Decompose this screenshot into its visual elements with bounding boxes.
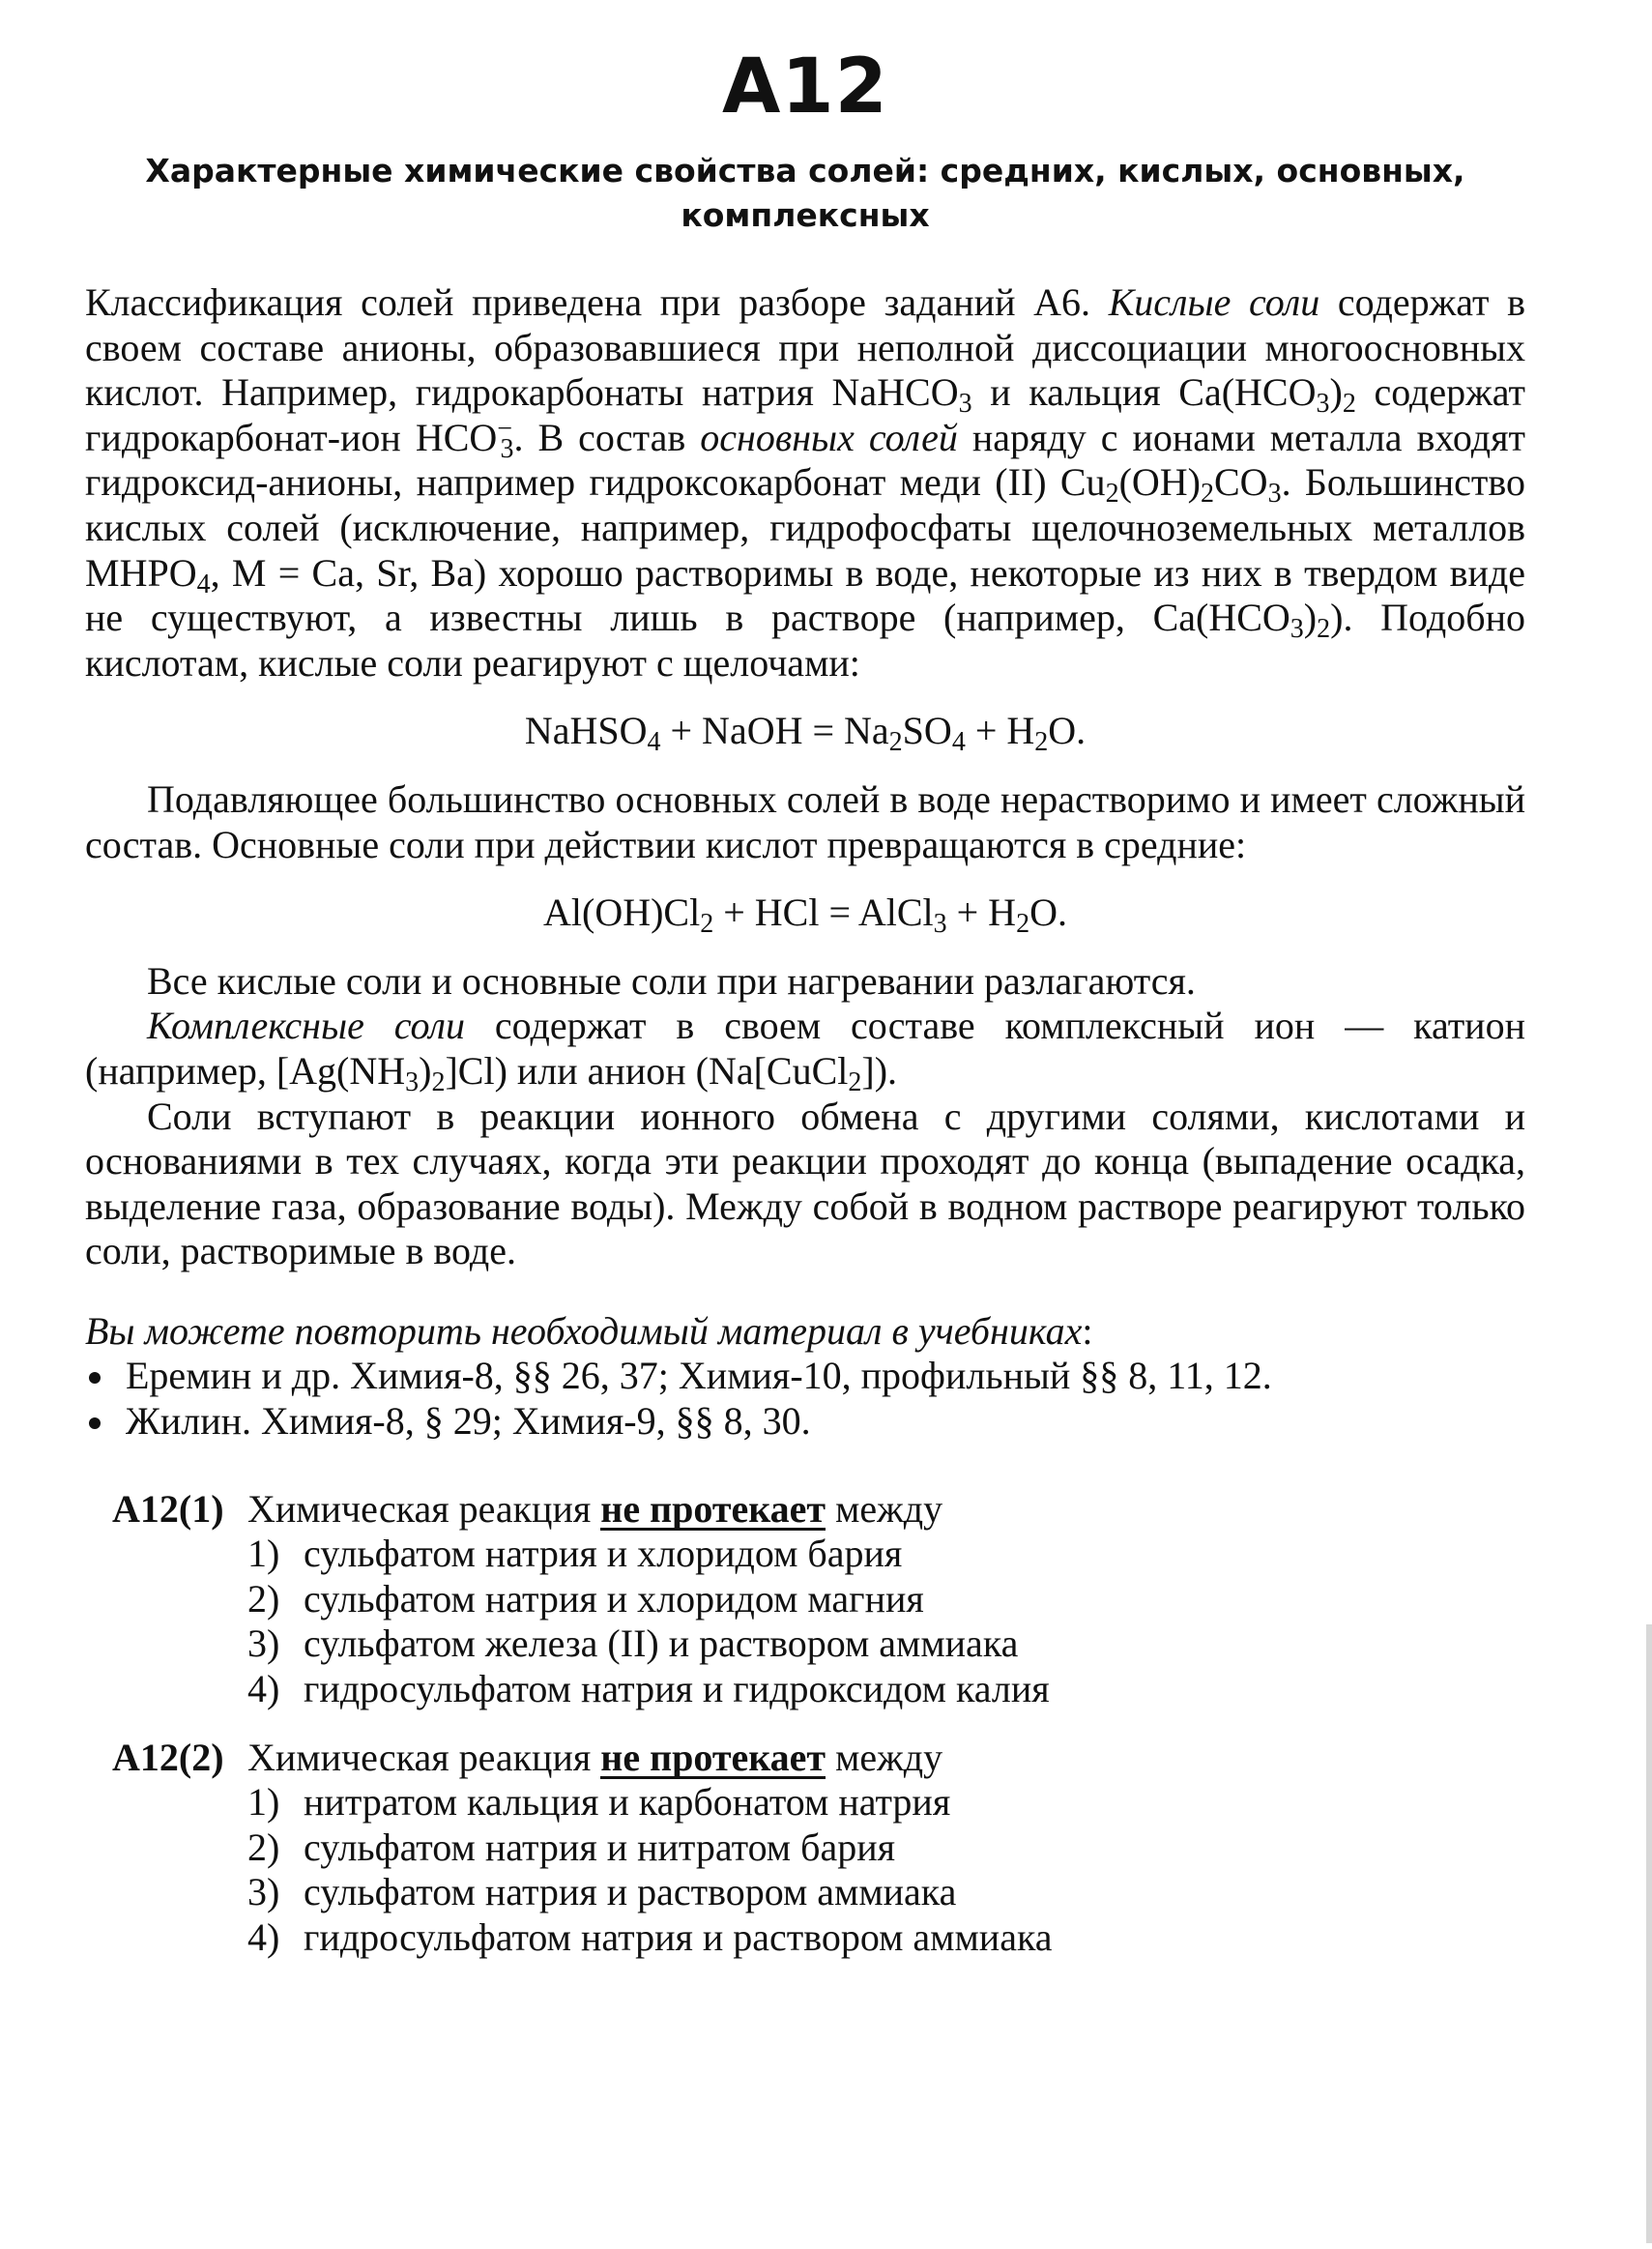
answer-option: 2) сульфатом натрия и хлоридом магния	[247, 1576, 924, 1621]
emphasis-not-occurs: не протекает	[600, 1486, 826, 1531]
emphasis-not-occurs: не протекает	[600, 1735, 826, 1779]
formula-basic-salt-reaction: $Al(OH)Cl_2$ + HCl = AlCl$_3$ + $H_2O$.	[543, 891, 1067, 940]
textbook-intro: Вы можете повторить необходимый материал в учебниках:	[85, 1308, 1093, 1353]
task-id: A12(1)	[112, 1486, 224, 1531]
answer-option: 1) сульфатом натрия и хлоридом бария	[247, 1532, 903, 1576]
answer-option: 2) сульфатом натрия и нитратом бария	[247, 1825, 896, 1869]
answer-option: 3) сульфатом железа (II) и раствором аммиака	[247, 1621, 1019, 1666]
scan-margin-shadow	[1646, 1624, 1652, 2243]
paragraph-salts-classification: Классификация солей приведена при разборе заданий A6. Кислые соли содержат в своем составе анионы, образовавшиеся при неполной диссоциации многоосновных кислот. Например, гидрокарбонаты натрия NaHCO$_3$ и кальция $Ca(HCO_3)_2$ содержат гидрокарбонат-ион $HCO^-_3$. В состав основных солей наряду с ионами металла входят гидроксид-анионы, например гидроксокарбонат меди (II) $Cu_2(OH)_2CO_3$. Большинство кислых солей (исключение, например, гидрофосфаты щелочноземельных металлов $MHPO_4$, M = Ca, Sr, Ba) хорошо растворимы в воде, некоторые из них в твердом виде не существуют, а известны лишь в растворе (например, $Ca(HCO_3)_2$). Подобно кислотам, кислые соли реагируют с щелочами:	[85, 280, 1526, 685]
formula-acid-salt-reaction: NaHSO$_4$ + NaOH = $Na_2SO_4 + H_2O$.	[524, 709, 1087, 758]
term-basic-salts: основных солей	[700, 415, 958, 459]
paragraph-decomposition: Все кислые соли и основные соли при нагревании разлагаются.	[147, 958, 1196, 1003]
document-page	[85, 39, 1525, 1961]
section-code: A12	[722, 44, 888, 131]
subtitle-line-2: комплексных	[681, 196, 930, 234]
theory-text	[85, 280, 1525, 1274]
task-question: Химическая реакция не протекает между	[247, 1486, 943, 1531]
paragraph-ion-exchange: Соли вступают в реакции ионного обмена с другими солями, кислотами и основаниями в тех случаях, когда эти реакции проходят до конца (выпадение осадка, выделение газа, образование воды). Между собой в водном растворе реагируют только соли, растворимые в воде.	[85, 1094, 1525, 1273]
textbook-references	[85, 1309, 1525, 1445]
section-subtitle	[85, 149, 1525, 238]
answer-option: 1) нитратом кальция и карбонатом натрия	[247, 1780, 951, 1825]
paragraph-complex-salts: Комплексные соли содержат в своем составе комплексный ион — катион (например, $[Ag(NH_3)_2]Cl$) или анион (Na[CuCl$_2$]).	[85, 1004, 1525, 1097]
term-complex-salts: Комплексные соли	[147, 1004, 465, 1048]
answer-option: 3) сульфатом натрия и раствором аммиака	[247, 1870, 957, 1914]
task-question: Химическая реакция не протекает между	[247, 1735, 943, 1779]
task-id: A12(2)	[112, 1735, 224, 1779]
answer-option: 4) гидросульфатом натрия и раствором аммиака	[247, 1915, 1053, 1959]
answer-option: 4) гидросульфатом натрия и гидроксидом калия	[247, 1667, 1050, 1711]
task-a12-1	[85, 1487, 1525, 1712]
paragraph-basic-salts: Подавляющее большинство основных солей в воде нерастворимо и имеет сложный состав. Основные соли при действии кислот превращаются в средние:	[85, 776, 1525, 866]
subtitle-line-1: Характерные химические свойства солей: средних, кислых, основных,	[145, 152, 1465, 190]
textbook-item: Жилин. Химия-8, § 29; Химия-9, §§ 8, 30.	[85, 1399, 1525, 1445]
ion-index: −$_3$	[497, 413, 514, 464]
task-a12-2	[85, 1736, 1525, 1961]
term-acid-salts: Кислые соли	[1108, 280, 1320, 324]
textbook-item: Еремин и др. Химия-8, §§ 26, 37; Химия-10, профильный §§ 8, 11, 12.	[85, 1354, 1525, 1399]
